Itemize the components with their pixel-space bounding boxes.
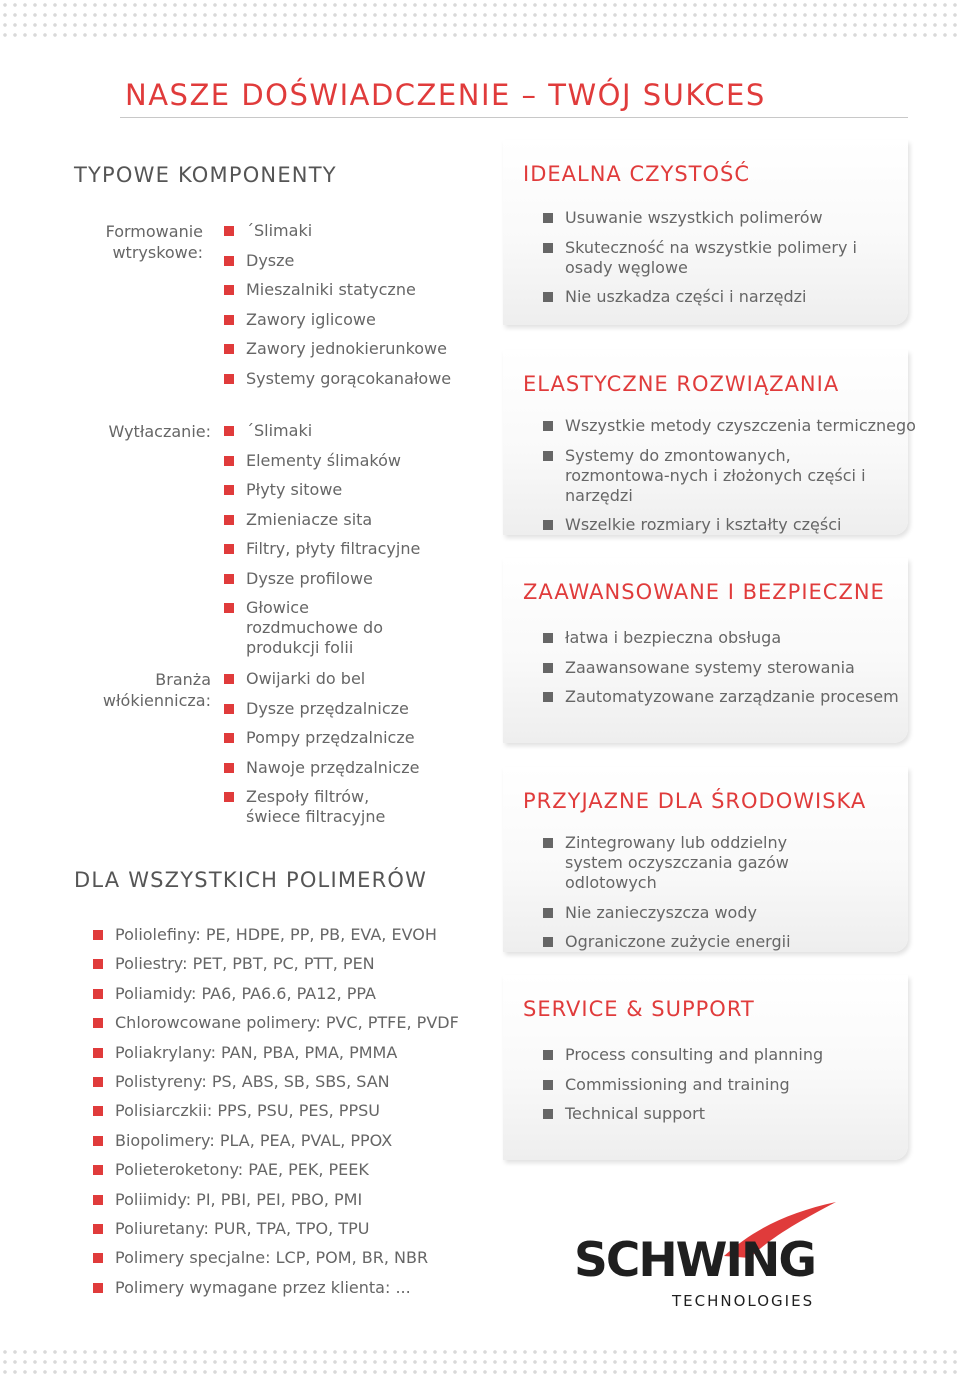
dotted-footer-band bbox=[0, 1347, 960, 1377]
bullet-square-icon bbox=[543, 692, 553, 702]
bullet-square-icon bbox=[224, 456, 234, 466]
panel-advanced-safe bbox=[503, 558, 908, 743]
list-item: Systemy do zmontowanych, rozmontowa-nych i złożonych części i narzędzi bbox=[543, 446, 881, 506]
list-item: Elementy ślimaków bbox=[224, 451, 424, 471]
list-item: Nawoje przędzalnicze bbox=[224, 758, 419, 778]
list-item: Zawory jednokierunkowe bbox=[224, 339, 451, 359]
title-divider bbox=[120, 117, 908, 118]
bullet-square-icon bbox=[224, 256, 234, 266]
list-item: Dysze bbox=[224, 251, 451, 271]
panel-list bbox=[543, 416, 916, 535]
list-item: Głowice rozdmuchowe do produkcji folii bbox=[224, 598, 424, 658]
list-item: Filtry, płyty filtracyjne bbox=[224, 539, 424, 559]
list-item: ´Slimaki bbox=[224, 221, 451, 241]
bullet-square-icon bbox=[543, 213, 553, 223]
bullet-square-icon bbox=[93, 1224, 103, 1234]
bullet-square-icon bbox=[224, 603, 234, 613]
bullet-square-icon bbox=[543, 937, 553, 947]
bullet-square-icon bbox=[543, 838, 553, 848]
components-title: TYPOWE KOMPONENTY bbox=[74, 163, 337, 187]
panel-title: ELASTYCZNE ROZWIĄZANIA bbox=[523, 372, 840, 396]
list-item: Poliuretany: PUR, TPA, TPO, TPU bbox=[93, 1219, 459, 1239]
panel-cleanliness bbox=[503, 140, 908, 325]
panel-title: IDEALNA CZYSTOŚĆ bbox=[523, 162, 751, 186]
polymers-title: DLA WSZYSTKICH POLIMERÓW bbox=[74, 868, 428, 892]
bullet-square-icon bbox=[93, 989, 103, 999]
list-item: Zautomatyzowane zarządzanie procesem bbox=[543, 687, 899, 707]
list-item: Dysze przędzalnicze bbox=[224, 699, 419, 719]
list-item: Zaawansowane systemy sterowania bbox=[543, 658, 899, 678]
bullet-square-icon bbox=[224, 315, 234, 325]
bullet-square-icon bbox=[543, 908, 553, 918]
bullet-square-icon bbox=[543, 243, 553, 253]
bullet-square-icon bbox=[224, 733, 234, 743]
list-item: Commissioning and training bbox=[543, 1075, 823, 1095]
bullet-square-icon bbox=[224, 515, 234, 525]
bullet-square-icon bbox=[93, 1283, 103, 1293]
bullet-square-icon bbox=[93, 1106, 103, 1116]
bullet-square-icon bbox=[224, 374, 234, 384]
bullet-square-icon bbox=[93, 1195, 103, 1205]
dotted-header-band bbox=[0, 0, 960, 42]
list-item: Poliakrylany: PAN, PBA, PMA, PMMA bbox=[93, 1043, 459, 1063]
list-item: Polimery wymagane przez klienta: ... bbox=[93, 1278, 459, 1298]
bullet-square-icon bbox=[93, 959, 103, 969]
bullet-square-icon bbox=[224, 285, 234, 295]
list-item: Polisiarczkii: PPS, PSU, PES, PPSU bbox=[93, 1101, 459, 1121]
bullet-square-icon bbox=[543, 633, 553, 643]
panel-service-support bbox=[503, 975, 908, 1160]
list-item: Systemy gorącokanałowe bbox=[224, 369, 451, 389]
list-item: Zintegrowany lub oddzielny system oczyszczania gazów odlotowych bbox=[543, 833, 843, 893]
logo-tagline: TECHNOLOGIES bbox=[672, 1292, 815, 1310]
bullet-square-icon bbox=[543, 663, 553, 673]
group-label-injection bbox=[78, 221, 203, 263]
bullet-square-icon bbox=[224, 763, 234, 773]
bullet-square-icon bbox=[93, 1136, 103, 1146]
list-item: Chlorowcowane polimery: PVC, PTFE, PVDF bbox=[93, 1013, 459, 1033]
list-item: Poliamidy: PA6, PA6.6, PA12, PPA bbox=[93, 984, 459, 1004]
component-list-injection bbox=[224, 221, 451, 389]
panel-list bbox=[543, 833, 843, 952]
list-item: Ograniczone zużycie energii bbox=[543, 932, 843, 952]
list-item: Zespoły filtrów, świece filtracyjne bbox=[224, 787, 394, 827]
bullet-square-icon bbox=[224, 574, 234, 584]
panel-title: ZAAWANSOWANE I BEZPIECZNE bbox=[523, 580, 885, 604]
list-item: Polimery specjalne: LCP, POM, BR, NBR bbox=[93, 1248, 459, 1268]
bullet-square-icon bbox=[224, 704, 234, 714]
list-item: Nie uszkadza części i narzędzi bbox=[543, 287, 863, 307]
list-item: łatwa i bezpieczna obsługa bbox=[543, 628, 899, 648]
group-label-textile bbox=[86, 669, 211, 711]
list-item: Poliestry: PET, PBT, PC, PTT, PEN bbox=[93, 954, 459, 974]
list-item: Pompy przędzalnicze bbox=[224, 728, 419, 748]
bullet-square-icon bbox=[93, 1018, 103, 1028]
list-item: Skuteczność na wszystkie polimery i osady węglowe bbox=[543, 238, 863, 278]
list-item: Technical support bbox=[543, 1104, 823, 1124]
list-item: Mieszalniki statyczne bbox=[224, 280, 451, 300]
bullet-square-icon bbox=[224, 485, 234, 495]
panel-title: PRZYJAZNE DLA ŚRODOWISKA bbox=[523, 789, 867, 813]
bullet-square-icon bbox=[224, 344, 234, 354]
panel-list bbox=[543, 1045, 823, 1124]
list-item: Usuwanie wszystkich polimerów bbox=[543, 208, 863, 228]
group-label-extrusion bbox=[86, 421, 211, 442]
component-list-textile bbox=[224, 669, 419, 827]
logo-wordmark: SCHWING bbox=[574, 1233, 815, 1288]
bullet-square-icon bbox=[543, 1080, 553, 1090]
bullet-square-icon bbox=[224, 792, 234, 802]
page-title: NASZE DOŚWIADCZENIE – TWÓJ SUKCES bbox=[125, 78, 766, 112]
list-item: Polistyreny: PS, ABS, SB, SBS, SAN bbox=[93, 1072, 459, 1092]
bullet-square-icon bbox=[224, 544, 234, 554]
list-item: Dysze profilowe bbox=[224, 569, 424, 589]
bullet-square-icon bbox=[543, 292, 553, 302]
bullet-square-icon bbox=[93, 930, 103, 940]
list-item: ´Slimaki bbox=[224, 421, 424, 441]
list-item: Zawory iglicowe bbox=[224, 310, 451, 330]
bullet-square-icon bbox=[224, 226, 234, 236]
panel-list bbox=[543, 628, 899, 707]
group-label-text: Branża włókiennicza: bbox=[102, 670, 211, 710]
list-item: Zmieniacze sita bbox=[224, 510, 424, 530]
list-item: Wszystkie metody czyszczenia termicznego bbox=[543, 416, 916, 436]
component-list-extrusion bbox=[224, 421, 424, 658]
bullet-square-icon bbox=[93, 1077, 103, 1087]
panel-list bbox=[543, 208, 863, 307]
list-item: Process consulting and planning bbox=[543, 1045, 823, 1065]
bullet-square-icon bbox=[543, 1050, 553, 1060]
list-item: Wszelkie rozmiary i kształty części bbox=[543, 515, 916, 535]
polymers-list bbox=[93, 925, 459, 1298]
list-item: Płyty sitowe bbox=[224, 480, 424, 500]
bullet-square-icon bbox=[543, 520, 553, 530]
list-item: Nie zanieczyszcza wody bbox=[543, 903, 843, 923]
bullet-square-icon bbox=[224, 426, 234, 436]
bullet-square-icon bbox=[543, 451, 553, 461]
bullet-square-icon bbox=[543, 1109, 553, 1119]
group-label-text: Wytłaczanie: bbox=[108, 422, 211, 441]
schwing-logo bbox=[570, 1200, 840, 1315]
bullet-square-icon bbox=[93, 1253, 103, 1263]
list-item: Owijarki do bel bbox=[224, 669, 419, 689]
list-item: Poliimidy: PI, PBI, PEI, PBO, PMI bbox=[93, 1190, 459, 1210]
bullet-square-icon bbox=[93, 1165, 103, 1175]
bullet-square-icon bbox=[224, 674, 234, 684]
panel-title: SERVICE & SUPPORT bbox=[523, 997, 755, 1021]
panel-eco-friendly bbox=[503, 767, 908, 952]
bullet-square-icon bbox=[93, 1048, 103, 1058]
list-item: Biopolimery: PLA, PEA, PVAL, PPOX bbox=[93, 1131, 459, 1151]
list-item: Poliolefiny: PE, HDPE, PP, PB, EVA, EVOH bbox=[93, 925, 459, 945]
list-item: Polieteroketony: PAE, PEK, PEEK bbox=[93, 1160, 459, 1180]
bullet-square-icon bbox=[543, 421, 553, 431]
panel-flexible-solutions bbox=[503, 350, 916, 535]
group-label-text: Formowanie wtryskowe: bbox=[105, 222, 203, 262]
